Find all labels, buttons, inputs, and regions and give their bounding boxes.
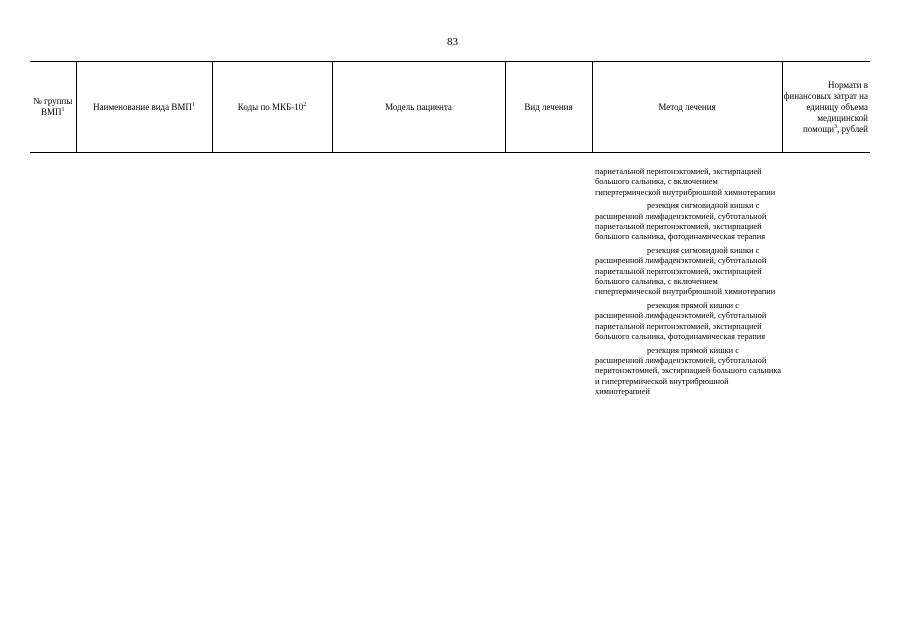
method-entry: резекция сигмовидной кишки с расширенной лимфаденэктомией, субтотальной париетальной перитонэктомией, экстирпацией большого сальника, с включением гипертермической внутрибрюшной химиотерапии <box>595 245 776 297</box>
header-table <box>30 61 870 153</box>
treatment-method-column <box>595 167 785 401</box>
header-vmp-name: Наименование вида ВМП$^1$ <box>76 62 212 153</box>
header-treatment-method: Метод лечения <box>592 62 782 153</box>
header-patient-model: Модель пациента <box>332 62 505 153</box>
header-cost-norm: Нормати в финансовых затрат на единицу объема медицинской помощи$^3$, рублей <box>782 62 870 153</box>
method-entry: резекция сигмовидной кишки с расширенной лимфаденэктомией, субтотальной париетальной перитонэктомией, экстирпацией большого сальника, фотодинамическая терапия <box>595 201 767 242</box>
page-number: 83 <box>447 36 458 48</box>
header-treatment-type: Вид лечения <box>505 62 592 153</box>
header-icd-codes: Коды по МКБ-$10^2$ <box>212 62 332 153</box>
header-group-number: № группы ВМП$^1$ <box>30 62 76 153</box>
header-row <box>30 62 870 153</box>
method-entry: париетальной перитонэктомией, экстирпацией большого сальника, с включением гипертермической внутрибрюшной химиотерапии <box>595 167 776 197</box>
method-entry: резекция прямой кишки с расширенной лимфаденэктомией, субтотальной перитонэктомией, экстирпацией большого сальника и гипертермической внутрибрюшной химиотерапией <box>595 345 782 397</box>
method-entry: резекция прямой кишки с расширенной лимфаденэктомией, субтотальной париетальной перитонэктомией, экстирпацией большого сальника, фотодинамическая терапия <box>595 300 767 342</box>
